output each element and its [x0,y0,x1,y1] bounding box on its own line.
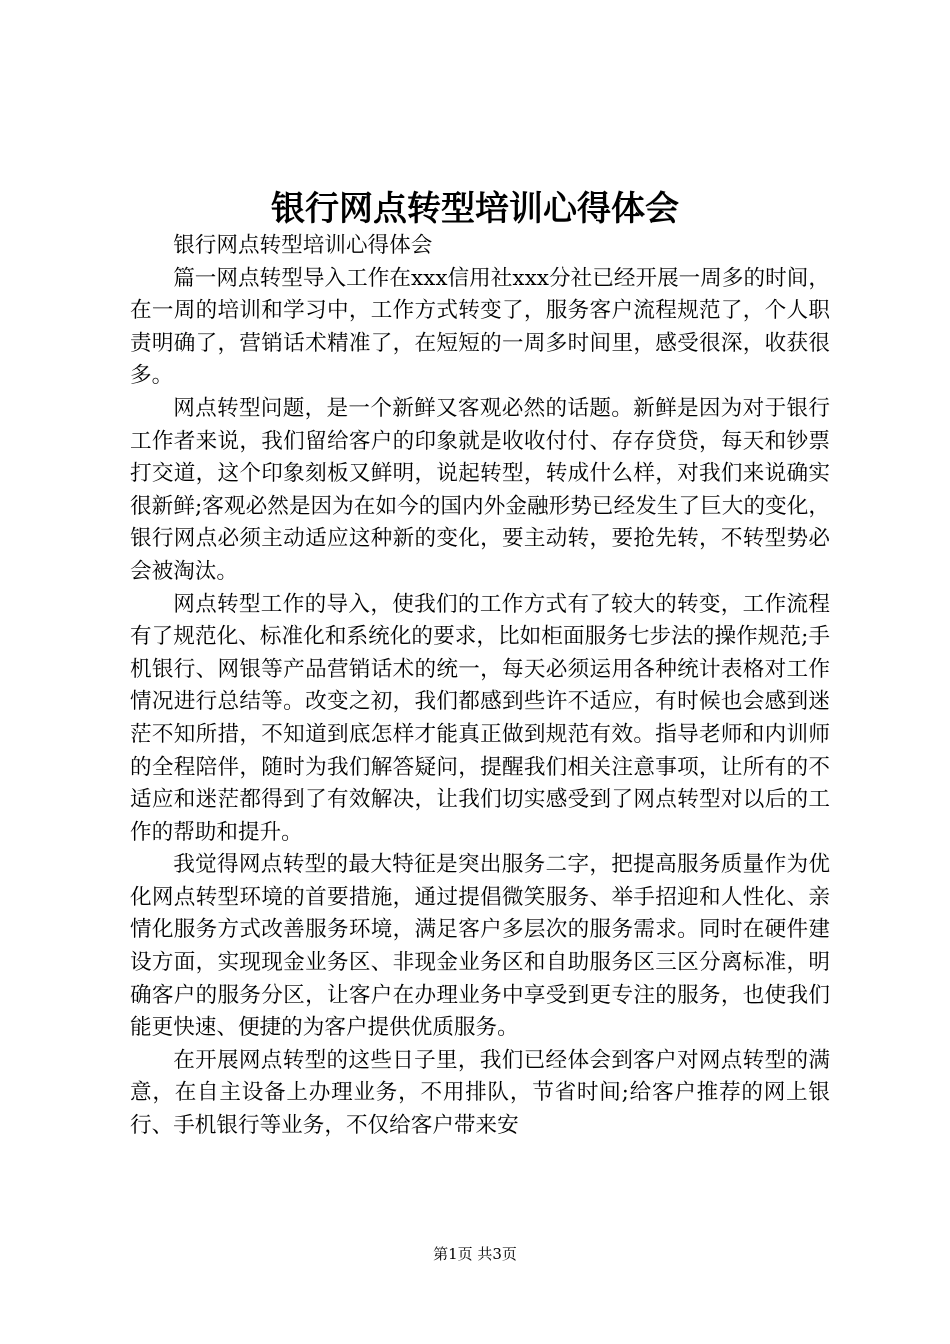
paragraph-subtitle: 银行网点转型培训心得体会 [173,233,433,258]
page-number-footer: 第1页 共3页 [433,1245,517,1263]
document-title: 银行网点转型培训心得体会 [271,189,679,229]
paragraph: 在开展网点转型的这些日子里，我们已经体会到客户对网点转型的满意，在自主设备上办理业务，不用排队，节省时间;给客户推荐的网上银行、手机银行等业务，不仅给客户带来安 [130,1047,830,1139]
document-body [130,230,830,1143]
paragraph: 网点转型工作的导入，使我们的工作方式有了较大的转变，工作流程有了规范化、标准化和系统化的要求，比如柜面服务七步法的操作规范;手机银行、网银等产品营销话术的统一，每天必须运用各种统计表格对工作情况进行总结等。改变之初，我们都感到些许不适应，有时候也会感到迷茫不知所措，不知道到底怎样才能真正做到规范有效。指导老师和内训师的全程陪伴，随时为我们解答疑问，提醒我们相关注意事项，让所有的不适应和迷茫都得到了有效解决，让我们切实感受到了网点转型对以后的工作的帮助和提升。 [130,591,830,845]
paragraph: 篇一网点转型导入工作在xxx信用社xxx分社已经开展一周多的时间，在一周的培训和学习中，工作方式转变了，服务客户流程规范了，个人职责明确了，营销话术精准了，在短短的一周多时间里，感受很深，收获很多。 [130,265,830,389]
paragraph: 网点转型问题，是一个新鲜又客观必然的话题。新鲜是因为对于银行工作者来说，我们留给客户的印象就是收收付付、存存贷贷，每天和钞票打交道，这个印象刻板又鲜明，说起转型，转成什么样，对我们来说确实很新鲜;客观必然是因为在如今的国内外金融形势已经发生了巨大的变化，银行网点必须主动适应这种新的变化，要主动转，要抢先转，不转型势必会被淘汰。 [130,395,830,584]
paragraph: 我觉得网点转型的最大特征是突出服务二字，把提高服务质量作为优化网点转型环境的首要措施，通过提倡微笑服务、举手招迎和人性化、亲情化服务方式改善服务环境，满足客户多层次的服务需求。同时在硬件建设方面，实现现金业务区、非现金业务区和自助服务区三区分离标准，明确客户的服务分区，让客户在办理业务中享受到更专注的服务，也使我们能更快速、便捷的为客户提供优质服务。 [130,852,830,1041]
